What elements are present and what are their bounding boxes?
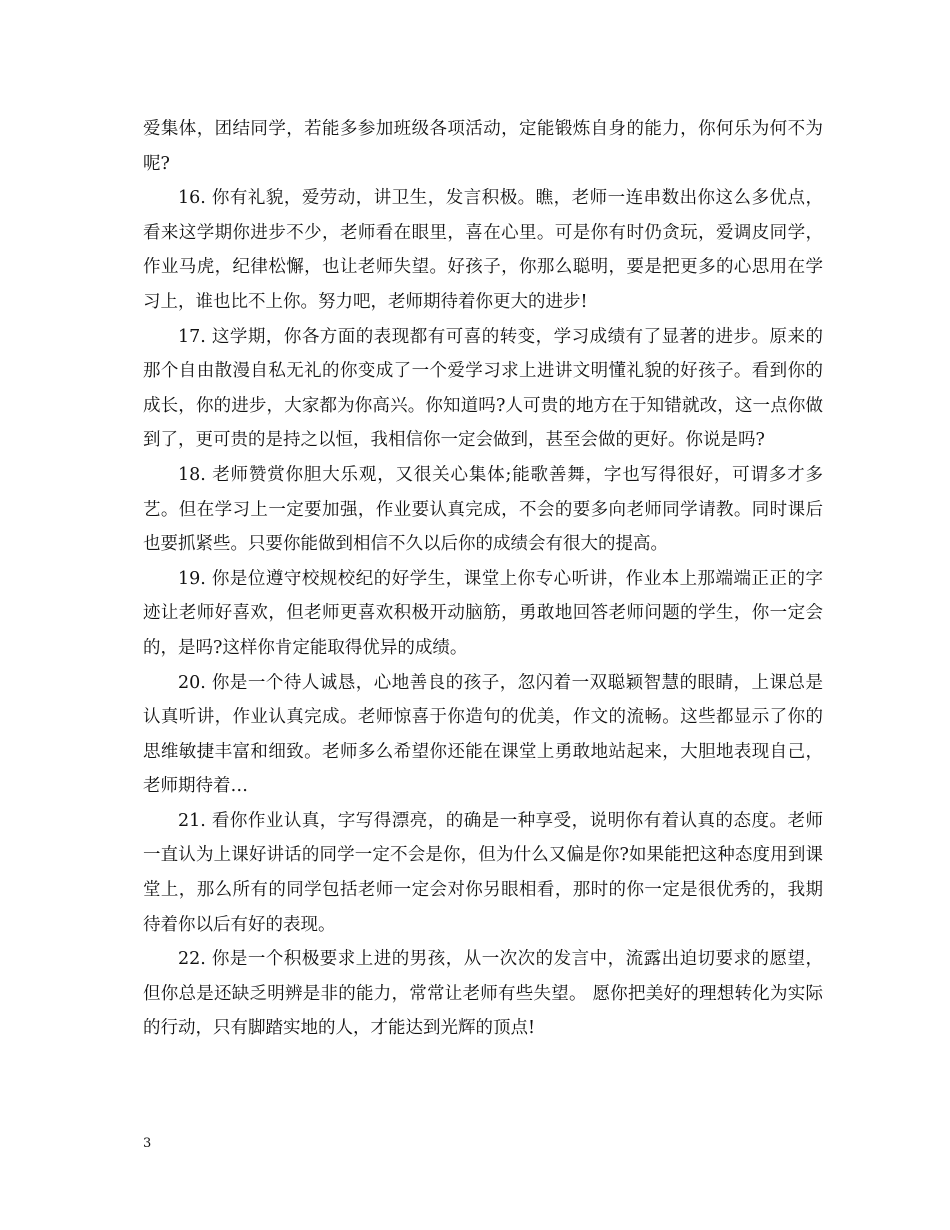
paragraph-item-22: 22. 你是一个积极要求上进的男孩，从一次次的发言中，流露出迫切要求的愿望，但你总是还缺乏明辨是非的能力，常常让老师有些失望。 愿你把美好的理想转化为实际的行动，只有脚踏实地的人，才能达到光辉的顶点! xyxy=(143,949,823,1039)
paragraph-item-21: 21. 看你作业认真，字写得漂亮，的确是一种享受，说明你有着认真的态度。老师一直认为上课好讲话的同学一定不会是你，但为什么又偏是你?如果能把这种态度用到课堂上，那么所有的同学包括老师一定会对你另眼相看，那时的你一定是很优秀的，我期待着你以后有好的表现。 xyxy=(143,810,823,935)
paragraph-item-20: 20. 你是一个待人诚恳，心地善良的孩子，忽闪着一双聪颖智慧的眼睛，上课总是认真听讲，作业认真完成。老师惊喜于你造句的优美，作文的流畅。这些都显示了你的思维敏捷丰富和细致。老师多么希望你还能在课堂上勇敢地站起来，大胆地表现自己，老师期待着… xyxy=(143,672,823,797)
document-body xyxy=(143,112,823,1046)
paragraph-item-18: 18. 老师赞赏你胆大乐观，又很关心集体;能歌善舞，字也写得很好，可谓多才多艺。但在学习上一定要加强，作业要认真完成，不会的要多向老师同学请教。同时课后也要抓紧些。只要你能做到相信不久以后你的成绩会有很大的提高。 xyxy=(143,464,823,555)
page-number: 3 xyxy=(143,1136,152,1151)
paragraph-item-17: 17. 这学期，你各方面的表现都有可喜的转变，学习成绩有了显著的进步。原来的那个自由散漫自私无礼的你变成了一个爱学习求上进讲文明懂礼貌的好孩子。看到你的成长，你的进步，大家都为你高兴。你知道吗?人可贵的地方在于知错就改，这一点你做到了，更可贵的是持之以恒，我相信你一定会做到，甚至会做的更好。你说是吗? xyxy=(143,326,823,451)
paragraph-item-16: 16. 你有礼貌，爱劳动，讲卫生，发言积极。瞧，老师一连串数出你这么多优点，看来这学期你进步不少，老师看在眼里，喜在心里。可是你有时仍贪玩，爱调皮同学，作业马虎，纪律松懈，也让老师失望。好孩子，你那么聪明，要是把更多的心思用在学习上，谁也比不上你。努力吧，老师期待着你更大的进步! xyxy=(143,188,823,312)
paragraph-item-19: 19. 你是位遵守校规校纪的好学生，课堂上你专心听讲，作业本上那端端正正的字迹让老师好喜欢，但老师更喜欢积极开动脑筋，勇敢地回答老师问题的学生，你一定会的，是吗?这样你肯定能取得优异的成绩。 xyxy=(143,568,823,658)
paragraph-continuation: 爱集体，团结同学，若能多参加班级各项活动，定能锻炼自身的能力，你何乐为何不为呢? xyxy=(143,119,823,174)
